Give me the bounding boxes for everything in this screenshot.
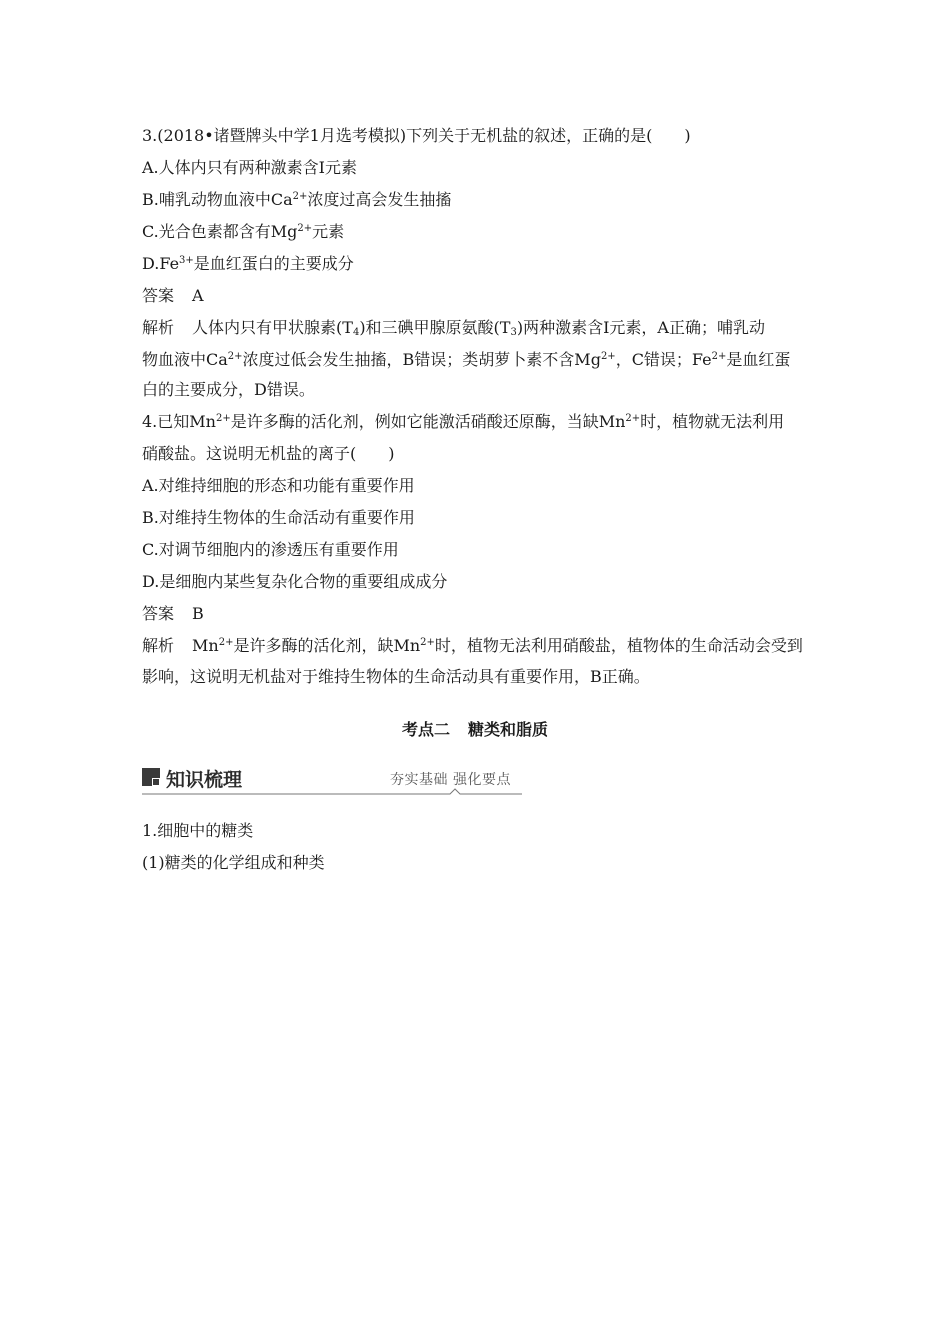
heading-carbohydrates: 1.细胞中的糖类 bbox=[142, 821, 254, 840]
q3-analysis-line1: 解析 人体内只有甲状腺素$(T_4)$和三碘甲腺原氨酸$(T_3)$两种激素含Ⅰ元素，A正确；哺乳动 bbox=[142, 318, 765, 338]
q4-analysis-line2: 影响，这说明无机盐对于维持生物体的生命活动具有重要作用，B正确。 bbox=[142, 667, 650, 686]
q4-stem-line1: 4.已知$Mn^{2+}$是许多酶的活化剂，例如它能激活硝酸还原酶，当缺$Mn^{2+}$时，植物就无法利用 bbox=[142, 412, 785, 431]
banner-subtitle: 夯实基础 强化要点 bbox=[390, 772, 511, 788]
q3-option-c: C.光合色素都含有$Mg^{2+}$元素 bbox=[142, 222, 345, 241]
q4-answer: 答案 B bbox=[142, 604, 204, 623]
q4-option-a: A.对维持细胞的形态和功能有重要作用 bbox=[142, 476, 415, 495]
q4-stem-line2: 硝酸盐。这说明无机盐的离子( ) bbox=[142, 444, 395, 463]
q4-option-c: C.对调节细胞内的渗透压有重要作用 bbox=[142, 540, 399, 559]
q3-option-b: B.哺乳动物血液中$Ca^{2+}$浓度过高会发生抽搐 bbox=[142, 190, 452, 209]
section-topic: 糖类和脂质 bbox=[468, 720, 549, 739]
q3-stem: 3.(2018•诸暨牌头中学1月选考模拟)下列关于无机盐的叙述，正确的是( ) bbox=[142, 126, 691, 145]
q3-option-d: $D.Fe^{3+}$是血红蛋白的主要成分 bbox=[142, 254, 354, 273]
q4-option-b: B.对维持生物体的生命活动有重要作用 bbox=[142, 508, 415, 527]
q3-analysis-line2: 物血液中$Ca^{2+}$浓度过低会发生抽搐，B错误；类胡萝卜素不含$Mg^{2+}$，C错误；$Fe^{2+}$是血红蛋 bbox=[142, 350, 791, 369]
banner-title: 知识梳理 bbox=[166, 769, 243, 791]
section-number: 考点二 bbox=[401, 720, 450, 739]
subheading-composition: (1)糖类的化学组成和种类 bbox=[142, 853, 325, 872]
q3-answer: 答案 A bbox=[142, 286, 204, 305]
section-heading bbox=[0, 717, 950, 740]
banner-square-icon bbox=[142, 768, 160, 786]
q4-option-d: D.是细胞内某些复杂化合物的重要组成成分 bbox=[142, 572, 448, 591]
q4-analysis-line1: 解析 $Mn^{2+}$是许多酶的活化剂，缺$Mn^{2+}$时，植物无法利用硝酸盐，植物体的生命活动会受到 bbox=[142, 636, 803, 655]
q3-analysis-line3: 白的主要成分，D错误。 bbox=[142, 380, 315, 399]
knowledge-banner bbox=[142, 764, 522, 798]
banner-underline bbox=[142, 788, 522, 798]
q3-option-a: A.人体内只有两种激素含Ⅰ元素 bbox=[142, 158, 357, 177]
